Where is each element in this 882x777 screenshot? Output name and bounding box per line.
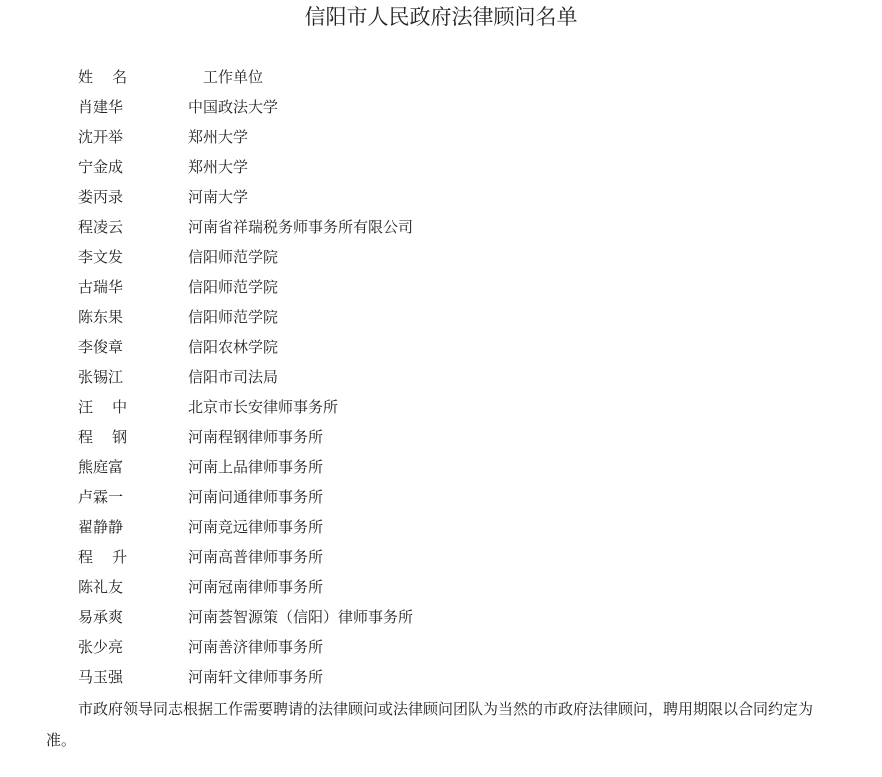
list-item xyxy=(0,632,882,662)
counsel-name: 古瑞华 xyxy=(78,278,124,296)
counsel-unit: 信阳农林学院 xyxy=(188,338,279,356)
counsel-unit: 信阳师范学院 xyxy=(188,248,279,266)
page-title: 信阳市人民政府法律顾问名单 xyxy=(304,5,578,29)
list-item xyxy=(0,332,882,362)
list-item xyxy=(0,272,882,302)
list-item xyxy=(0,212,882,242)
list-item xyxy=(0,512,882,542)
counsel-name: 娄丙录 xyxy=(78,188,124,206)
list-item xyxy=(0,572,882,602)
counsel-name: 卢霖一 xyxy=(78,488,124,506)
counsel-name: 宁金成 xyxy=(78,158,124,176)
counsel-unit: 河南轩文律师事务所 xyxy=(188,668,324,686)
list-item xyxy=(0,242,882,272)
list-item xyxy=(0,122,882,152)
counsel-unit: 信阳师范学院 xyxy=(188,278,279,296)
counsel-name: 程凌云 xyxy=(78,218,124,236)
counsel-unit: 河南竞远律师事务所 xyxy=(188,518,324,536)
counsel-name: 肖建华 xyxy=(78,98,124,116)
counsel-unit: 河南荟智源策（信阳）律师事务所 xyxy=(188,608,414,626)
counsel-unit: 中国政法大学 xyxy=(188,98,279,116)
counsel-name: 陈礼友 xyxy=(78,578,124,596)
counsel-name: 李文发 xyxy=(78,248,124,266)
list-item xyxy=(0,422,882,452)
counsel-name: 马玉强 xyxy=(78,668,124,686)
list-header xyxy=(0,62,882,92)
list-item xyxy=(0,302,882,332)
closing-note: 市政府领导同志根据工作需要聘请的法律顾问或法律顾问团队为当然的市政府法律顾问，聘用期限以合同约定为准。 xyxy=(46,700,814,749)
list-item xyxy=(0,602,882,632)
counsel-unit: 郑州大学 xyxy=(188,128,249,146)
counsel-unit: 河南上品律师事务所 xyxy=(188,458,324,476)
header-name: 姓 名 xyxy=(78,68,128,86)
counsel-unit: 河南程钢律师事务所 xyxy=(188,428,324,446)
counsel-unit: 河南高普律师事务所 xyxy=(188,548,324,566)
counsel-name: 程 钢 xyxy=(78,428,128,446)
counsel-name: 翟静静 xyxy=(78,518,124,536)
list-item xyxy=(0,452,882,482)
counsel-list xyxy=(0,62,882,692)
counsel-unit: 河南大学 xyxy=(188,188,249,206)
counsel-unit: 河南善济律师事务所 xyxy=(188,638,324,656)
counsel-name: 陈东果 xyxy=(78,308,124,326)
counsel-unit: 信阳市司法局 xyxy=(188,368,279,386)
counsel-name: 汪 中 xyxy=(78,398,128,416)
counsel-name: 沈开举 xyxy=(78,128,124,146)
counsel-unit: 河南冠南律师事务所 xyxy=(188,578,324,596)
counsel-name: 张少亮 xyxy=(78,638,124,656)
list-item xyxy=(0,152,882,182)
list-item xyxy=(0,182,882,212)
list-item xyxy=(0,662,882,692)
counsel-unit: 信阳师范学院 xyxy=(188,308,279,326)
counsel-unit: 河南问通律师事务所 xyxy=(188,488,324,506)
counsel-unit: 郑州大学 xyxy=(188,158,249,176)
header-unit: 工作单位 xyxy=(203,68,264,86)
counsel-unit: 北京市长安律师事务所 xyxy=(188,398,339,416)
list-item xyxy=(0,392,882,422)
counsel-unit: 河南省祥瑞税务师事务所有限公司 xyxy=(188,218,414,236)
counsel-name: 易承爽 xyxy=(78,608,124,626)
counsel-name: 熊庭富 xyxy=(78,458,124,476)
list-item xyxy=(0,482,882,512)
counsel-name: 张锡江 xyxy=(78,368,124,386)
list-item xyxy=(0,542,882,572)
counsel-name: 李俊章 xyxy=(78,338,124,356)
list-item xyxy=(0,92,882,122)
list-item xyxy=(0,362,882,392)
counsel-name: 程 升 xyxy=(78,548,128,566)
